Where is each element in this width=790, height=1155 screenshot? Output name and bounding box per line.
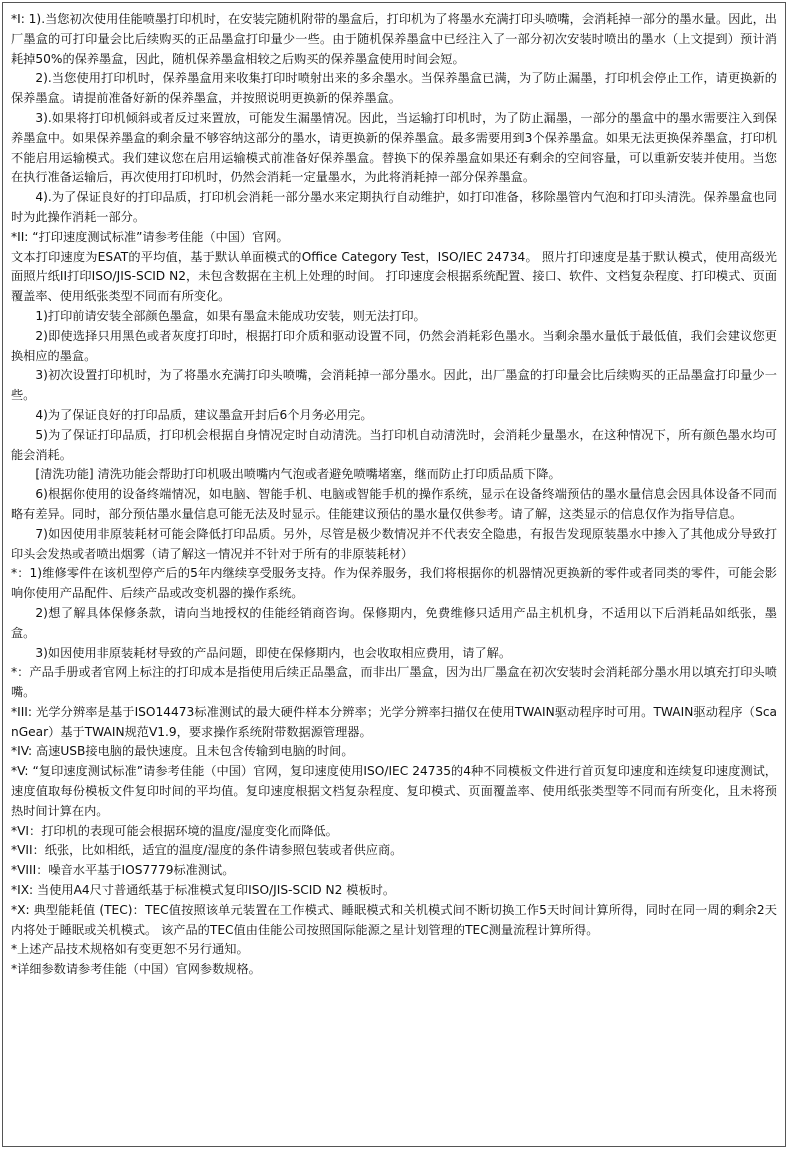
footnote-paragraph: 3)如因使用非原装耗材导致的产品问题，即使在保修期内，也会收取相应费用，请了解。 xyxy=(35,645,512,660)
footnote-paragraph: *：1)维修零件在该机型停产后的5年内继续享受服务支持。作为保养服务，我们将根据你的机器情况更换新的零件或者同类的零件，可能会影响你使用产品配件、后续产品或改变机器的操作系统。 xyxy=(11,566,777,601)
footnote-paragraph: 4).为了保证良好的打印品质，打印机会消耗一部分墨水来定期执行自动维护，如打印准备，移除墨管内气泡和打印头清洗。保养墨盒也同时为此操作消耗一部分。 xyxy=(11,190,777,224)
footnote-paragraph: 3)初次设置打印机时，为了将墨水充满打印头喷嘴，会消耗掉一部分墨水。因此，出厂墨盒的打印量会比后续购买的正品墨盒打印量少一些。 xyxy=(11,368,777,403)
footnote-paragraph: [清洗功能] 清洗功能会帮助打印机吸出喷嘴内气泡或者避免喷嘴堵塞，继而防止打印质品质下降。 xyxy=(35,467,561,482)
footnote-paragraph: *II: “打印速度测试标准”请参考佳能（中国）官网。 xyxy=(11,229,289,244)
footnote-paragraph: *III: 光学分辨率是基于ISO14473标准测试的最大硬件样本分辨率；光学分辨率扫描仅在使用TWAIN驱动程序时可用。TWAIN驱动程序（ScanGear）基于TWAIN规范V1.9，要求操作系统附带数据源管理器。 xyxy=(11,704,777,739)
footnote-paragraph: *IX: 当使用A4尺寸普通纸基于标准模式复印ISO/JIS-SCID N2 模板时。 xyxy=(11,883,396,898)
footnote-paragraph: 4)为了保证良好的打印品质，建议墨盒开封后6个月务必用完。 xyxy=(35,407,373,422)
footnote-paragraph: *VI：打印机的表现可能会根据环境的温度/湿度变化而降低。 xyxy=(11,823,338,838)
footnote-paragraph: 6)根据你使用的设备终端情况，如电脑、智能手机、电脑或智能手机的操作系统，显示在设备终端预估的墨水量信息会因具体设备不同而略有差异。同时，部分预估墨水量信息可能无法及时显示。佳能建议预估的墨水量仅供参考。请了解，这类显示的信息仅作为指导信息。 xyxy=(11,487,777,521)
footnote-paragraph: *详细参数请参考佳能（中国）官网参数规格。 xyxy=(11,962,261,977)
footnote-paragraph: *IV: 高速USB接电脑的最快速度。且未包含传输到电脑的时间。 xyxy=(11,744,354,759)
footnote-paragraph: *I: 1).当您初次使用佳能喷墨打印机时，在安装完随机附带的墨盒后，打印机为了将墨水充满打印头喷嘴，会消耗掉一部分的墨水量。因此，出厂墨盒的可打印量会比后续购买的正品墨盒打印量少一些。由于随机保养墨盒中已经注入了一部分初次安装时喷出的墨水（上文提到）预计消耗掉50%的保养墨盒，因此，随机保养墨盒相较之后购买的保养墨盒使用时间会短。 xyxy=(11,12,777,66)
footnote-paragraph: 2).当您使用打印机时，保养墨盒用来收集打印时喷射出来的多余墨水。当保养墨盒已满，为了防止漏墨，打印机会停止工作，请更换新的保养墨盒。请提前准备好新的保养墨盒，并按照说明更换新的保养墨盒。 xyxy=(11,71,777,106)
footnote-paragraph: *上述产品技术规格如有变更恕不另行通知。 xyxy=(11,942,249,957)
footnote-paragraph: 3).如果将打印机倾斜或者反过来置放，可能发生漏墨情况。因此，当运输打印机时，为了防止漏墨，一部分的墨盒中的墨水需要注入到保养墨盒中。如果保养墨盒的剩余量不够容纳这部分的墨水，请更换新的保养墨盒。最多需要用到3个保养墨盒。如果无法更换保养墨盒，打印机不能启用运输模式。我们建议您在启用运输模式前准备好保养墨盒。替换下的保养墨盒如果还有剩余的空间容量，可以重新安装并使用。当您在执行准备运输后，再次使用打印机时，仍然会消耗一定量墨水，为此将消耗掉一部分保养墨盒。 xyxy=(11,110,777,185)
footnotes-body xyxy=(3,3,785,980)
footnote-paragraph: *：产品手册或者官网上标注的打印成本是指使用后续正品墨盒，而非出厂墨盒，因为出厂墨盒在初次安装时会消耗部分墨水用以填充打印头喷嘴。 xyxy=(11,665,777,700)
document-page xyxy=(2,2,786,1147)
footnote-paragraph: *V: “复印速度测试标准”请参考佳能（中国）官网，复印速度使用ISO/IEC 24735的4种不同模板文件进行首页复印速度和连续复印速度测试，速度值取每份模板文件复印时间的平均值。复印速度根据文档复杂程度、复印模式、页面覆盖率、使用纸张类型等不同而有所变化，且未将预热时间计算在内。 xyxy=(11,764,777,818)
footnote-paragraph: 文本打印速度为ESAT的平均值，基于默认单面模式的Office Category Test，ISO/IEC 24734。 照片打印速度是基于默认模式，使用高级光面照片纸II打印ISO/JIS-SCID N2，未包含数据在主机上处理的时间。 打印速度会根据系统配置、接口、软件、文档复杂程度、打印模式、页面覆盖率、使用纸张类型不同而有所变化。 xyxy=(11,249,777,304)
footnote-paragraph: *VII：纸张，比如相纸，适宜的温度/湿度的条件请参照包装或者供应商。 xyxy=(11,843,403,858)
footnote-paragraph: 5)为了保证打印品质，打印机会根据自身情况定时自动清洗。当打印机自动清洗时，会消耗少量墨水，在这种情况下，所有颜色墨水均可能会消耗。 xyxy=(11,427,777,462)
footnote-paragraph: 2)即使选择只用黑色或者灰度打印时，根据打印介质和驱动设置不同，仍然会消耗彩色墨水。当剩余墨水量低于最低值，我们会建议您更换相应的墨盒。 xyxy=(11,328,777,363)
footnote-paragraph: 1)打印前请安装全部颜色墨盒，如果有墨盒未能成功安装，则无法打印。 xyxy=(35,308,426,323)
footnote-paragraph: *VIII：噪音水平基于IOS7779标准测试。 xyxy=(11,863,235,878)
footnote-paragraph: 2)想了解具体保修条款，请向当地授权的佳能经销商咨询。保修期内，免费维修只适用产品主机机身，不适用以下后消耗品如纸张，墨盒。 xyxy=(11,605,777,640)
footnote-paragraph: *X: 典型能耗值 (TEC)：TEC值按照该单元装置在工作模式、睡眠模式和关机模式间不断切换工作5天时间计算所得，同时在同一周的剩余2天内将处于睡眠或关机模式。 该产品的TEC值由佳能公司按照国际能源之星计划管理的TEC测量流程计算所得。 xyxy=(11,902,777,937)
footnote-paragraph: 7)如因使用非原装耗材可能会降低打印品质。另外，尽管是极少数情况并不代表安全隐患，有报告发现原装墨水中掺入了其他成分导致打印头会发热或者喷出烟雾（请了解这一情况并不针对于所有的非原装耗材） xyxy=(11,526,777,561)
